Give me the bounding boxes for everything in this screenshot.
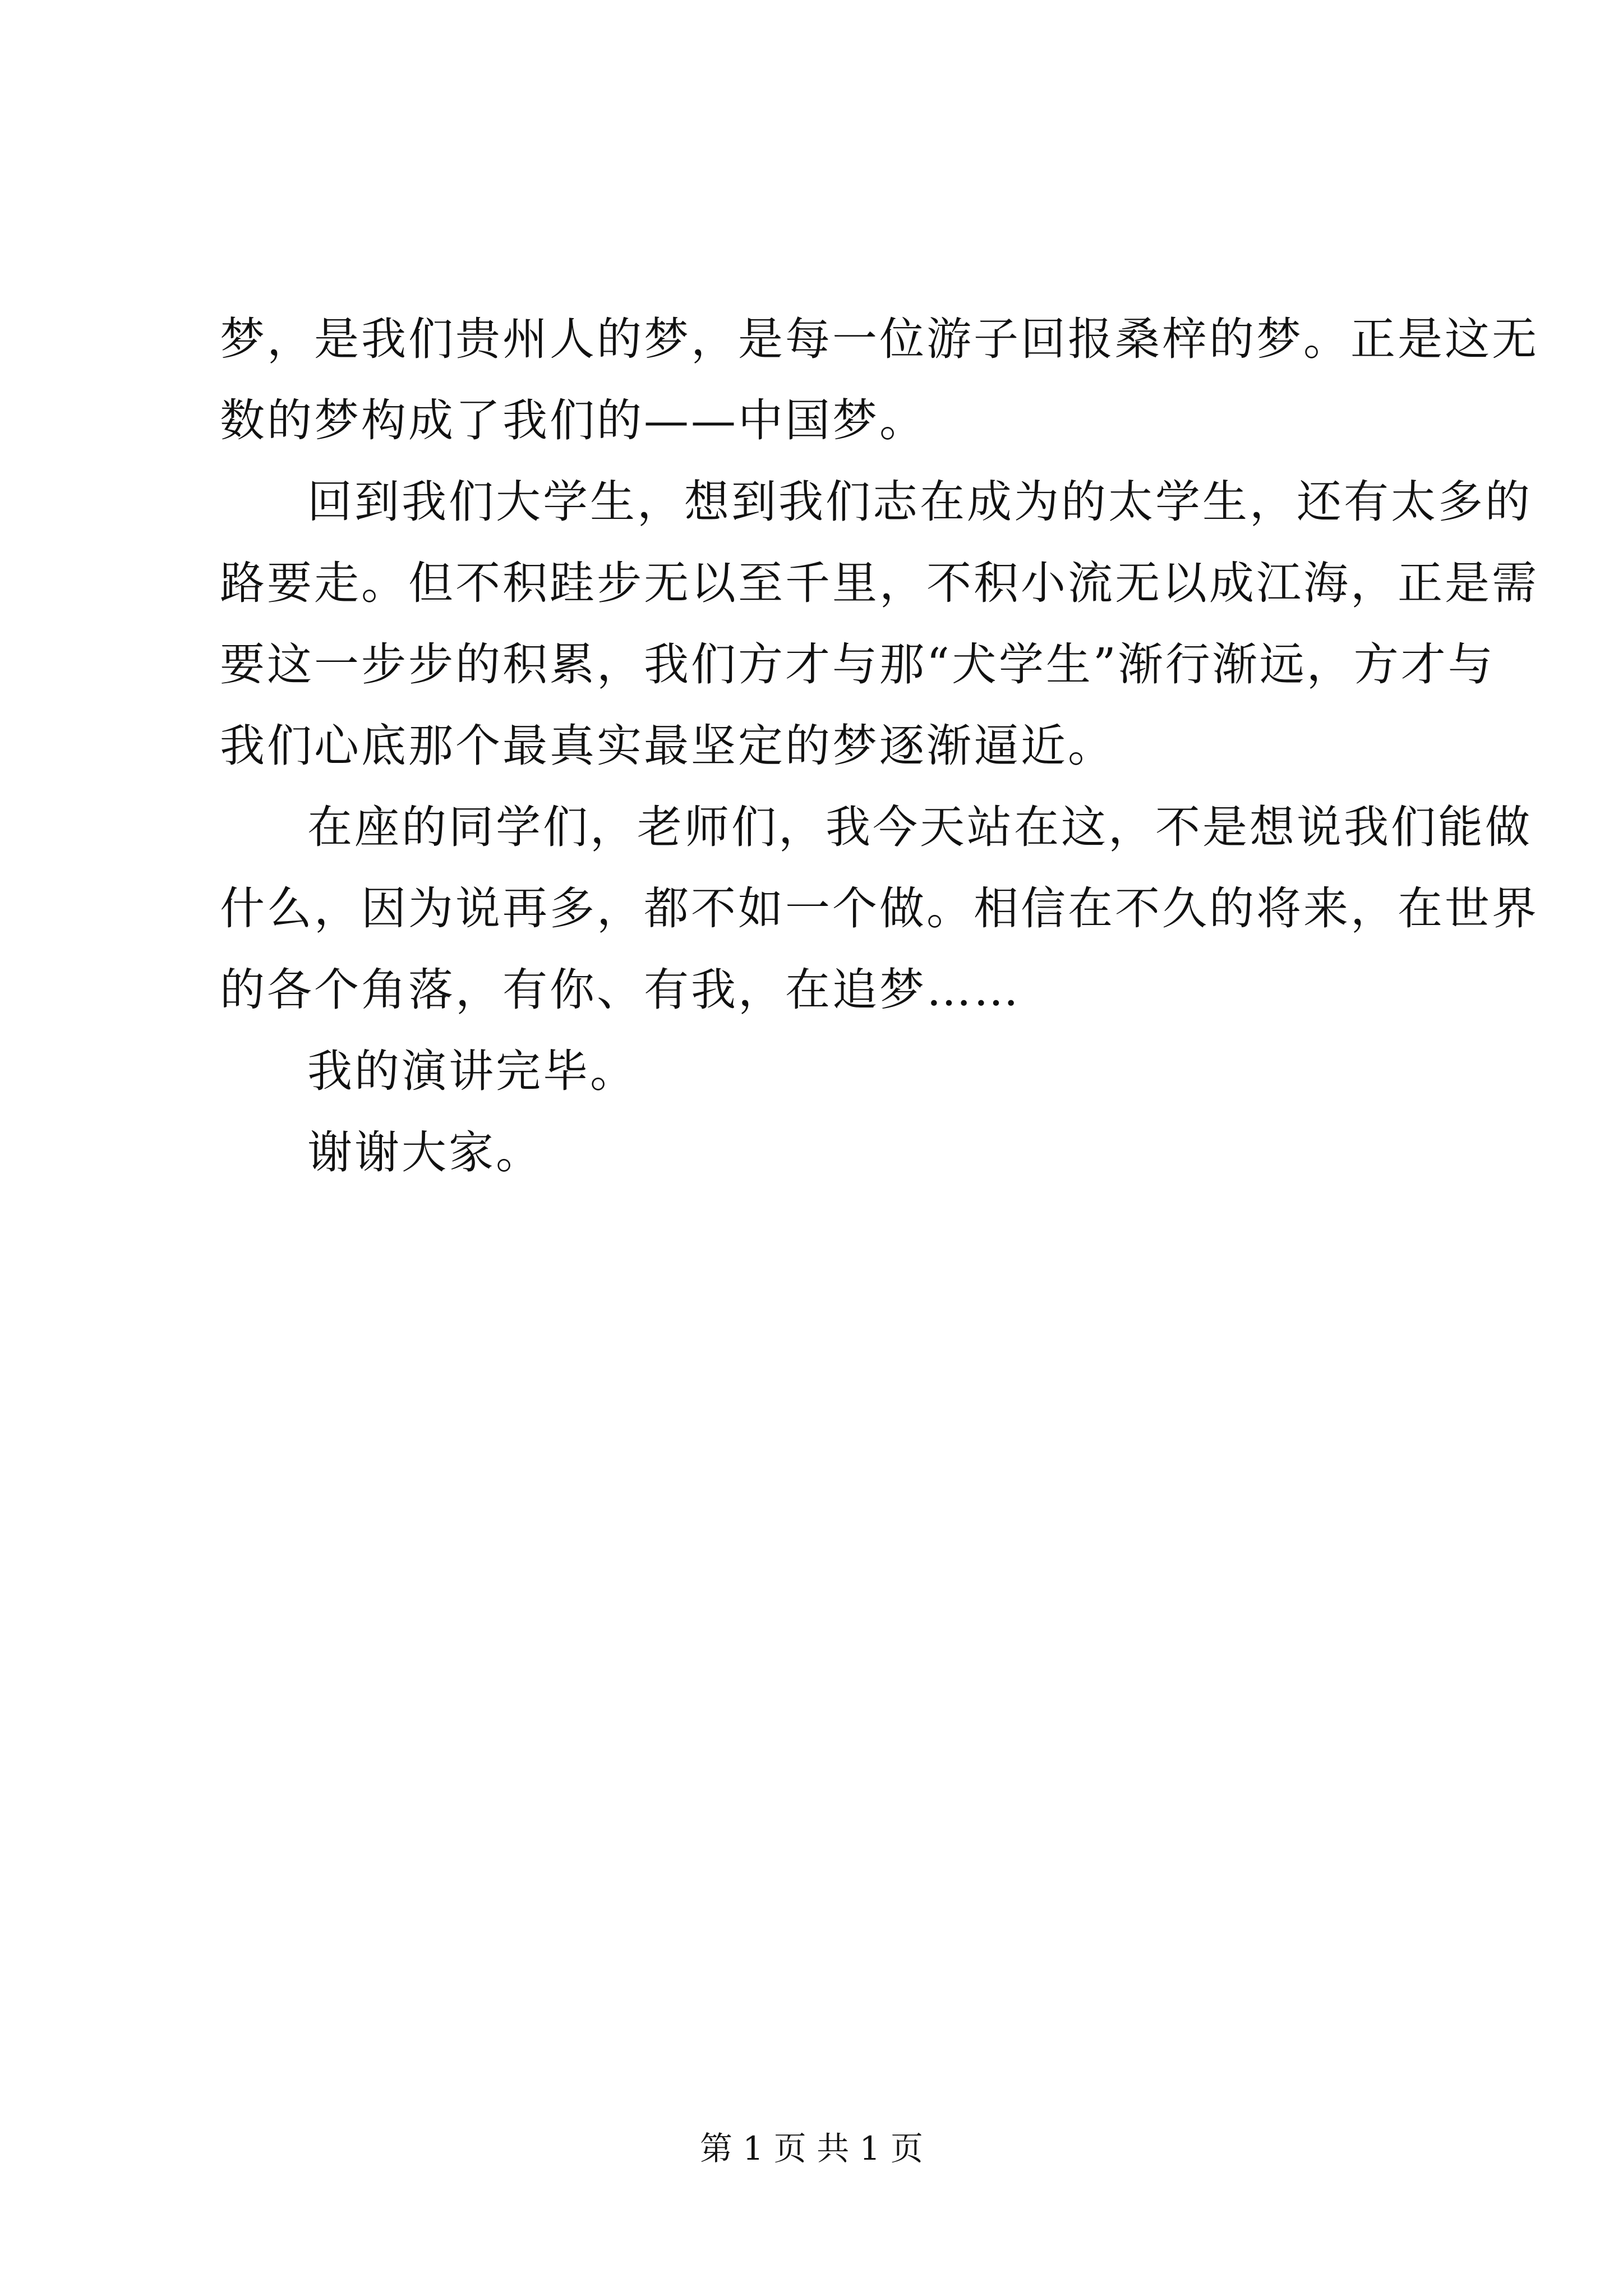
- page-number-label: 第 1 页 共 1 页: [700, 2129, 923, 2168]
- body-line: 的各个角落，有你、有我，在追梦……: [220, 964, 1021, 1016]
- body-line: 要这一步步的积累，我们方才与那“犬学生”渐行渐远，方才与: [220, 638, 1495, 691]
- page-footer: [0, 2126, 1623, 2171]
- body-line: 梦，是我们贵州人的梦，是每一位游子回报桑梓的梦。正是这无: [220, 313, 1539, 365]
- closing-line: 我的演讲完毕。: [307, 1045, 637, 1097]
- body-line: 什么，因为说再多，都不如一个做。相信在不久的将来，在世界: [220, 882, 1539, 935]
- body-line: 数的梦构成了我们的——中国梦。: [220, 394, 926, 447]
- body-line: 我们心底那个最真实最坚定的梦逐渐逼近。: [220, 720, 1115, 772]
- thanks-line: 谢谢大家。: [307, 1126, 543, 1179]
- paragraph-start-line: 回到我们大学生，想到我们志在成为的太学生，还有太多的: [307, 476, 1532, 528]
- paragraph-start-line: 在座的同学们，老师们，我今天站在这，不是想说我们能做: [307, 801, 1532, 853]
- body-line: 路要走。但不积跬步无以至千里，不积小流无以成江海，正是需: [220, 557, 1539, 609]
